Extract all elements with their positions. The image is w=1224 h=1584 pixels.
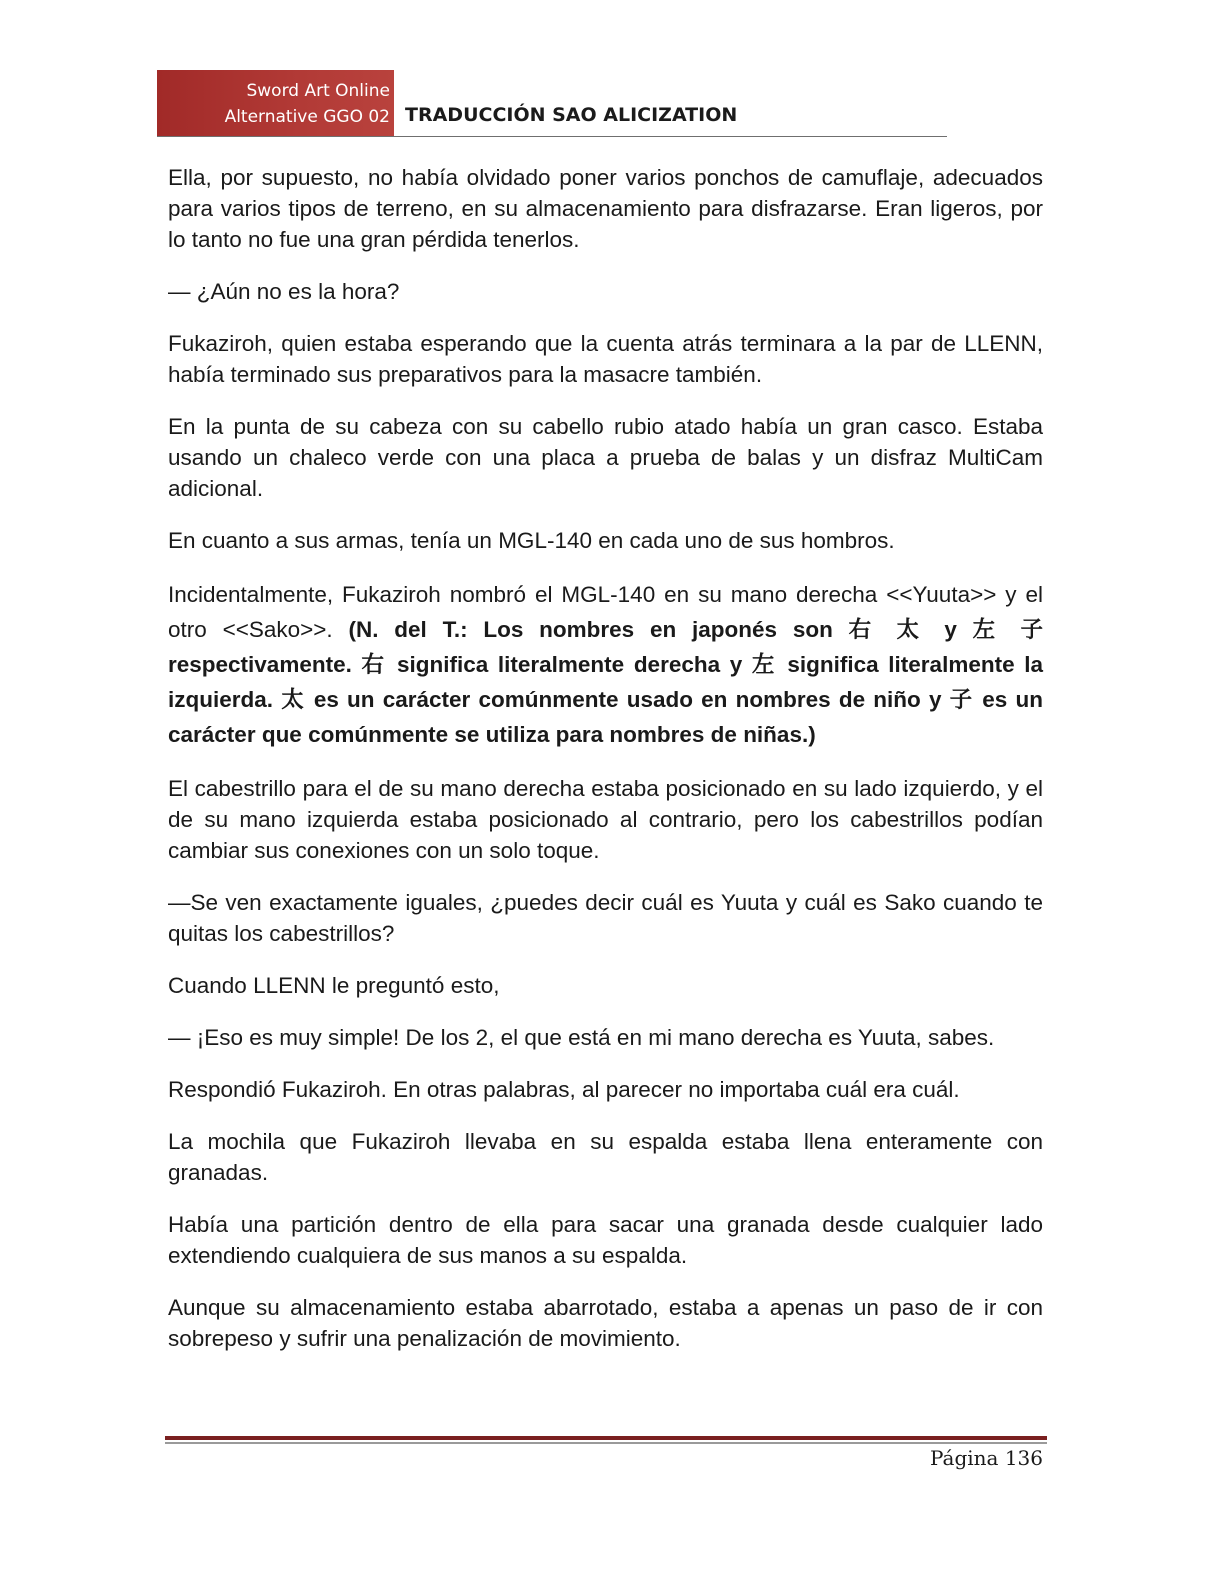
- paragraph: En cuanto a sus armas, tenía un MGL-140 en cada uno de sus hombros.: [168, 528, 895, 553]
- paragraph: — ¿Aún no es la hora?: [168, 279, 400, 304]
- page-body: [168, 162, 1043, 1375]
- paragraph-with-translator-note: [168, 577, 1043, 752]
- translator-note: (N. del T.: Los nombres en japonés son 右 太 y 左 子 respectivamente. 右 significa literalmente derecha y 左 significa literalmente la izquierda. 太 es un carácter comúnmente usado en nombres de niño y 子 es un carácter que comúnmente se utiliza para nombres de niñas.): [168, 617, 1043, 747]
- paragraph: En la punta de su cabeza con su cabello rubio atado había un gran casco. Estaba usando un chaleco verde con una placa a prueba de balas y un disfraz MultiCam adicional.: [168, 414, 1043, 501]
- page-header: [157, 70, 947, 138]
- document-title: TRADUCCIÓN SAO ALICIZATION: [405, 104, 738, 126]
- paragraph: Cuando LLENN le preguntó esto,: [168, 973, 500, 998]
- series-title-line2: Alternative GGO 02: [224, 107, 390, 127]
- paragraph: El cabestrillo para el de su mano derecha estaba posicionado en su lado izquierdo, y el de su mano izquierda estaba posicionado al contrario, pero los cabestrillos podían cambiar sus conexiones con un solo toque.: [168, 776, 1043, 863]
- paragraph: Ella, por supuesto, no había olvidado poner varios ponchos de camuflaje, adecuados para varios tipos de terreno, en su almacenamiento para disfrazarse. Eran ligeros, por lo tanto no fue una gran pérdida tenerlos.: [168, 165, 1043, 252]
- series-badge: [157, 70, 394, 137]
- paragraph-text: Incidentalmente, Fukaziroh nombró el MGL-140 en su mano derecha <<Yuuta>> y el otro <<Sako>>.: [168, 582, 1043, 642]
- header-divider: [157, 136, 947, 137]
- paragraph: — ¡Eso es muy simple! De los 2, el que está en mi mano derecha es Yuuta, sabes.: [168, 1025, 995, 1050]
- page-number: Página 136: [929, 1446, 1043, 1470]
- paragraph: Aunque su almacenamiento estaba abarrotado, estaba a apenas un paso de ir con sobrepeso y sufrir una penalización de movimiento.: [168, 1295, 1043, 1351]
- paragraph: Había una partición dentro de ella para sacar una granada desde cualquier lado extendiendo cualquiera de sus manos a su espalda.: [168, 1212, 1043, 1268]
- paragraph: Respondió Fukaziroh. En otras palabras, al parecer no importaba cuál era cuál.: [168, 1077, 960, 1102]
- series-title-line1: Sword Art Online: [246, 81, 390, 101]
- paragraph: —Se ven exactamente iguales, ¿puedes decir cuál es Yuuta y cuál es Sako cuando te quitas los cabestrillos?: [168, 890, 1043, 946]
- paragraph: Fukaziroh, quien estaba esperando que la cuenta atrás terminara a la par de LLENN, había terminado sus preparativos para la masacre también.: [168, 331, 1043, 387]
- footer-divider: [165, 1436, 1047, 1440]
- footer-divider-shadow: [165, 1442, 1047, 1444]
- paragraph: La mochila que Fukaziroh llevaba en su espalda estaba llena enteramente con granadas.: [168, 1129, 1043, 1185]
